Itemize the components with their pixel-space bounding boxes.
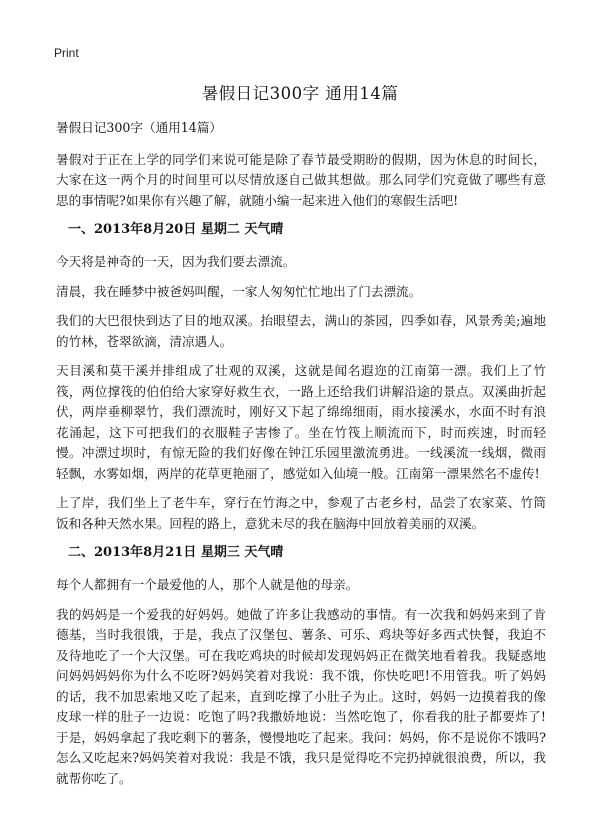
section-1-paragraph: 上了岸，我们坐上了老牛车，穿行在竹海之中，参观了古老乡村，品尝了农家菜、竹筒饭和各种天然水果。回程的路上，意犹未尽的我在脑海中回放着美丽的双溪。	[56, 495, 546, 531]
page-title: 暑假日记300字 通用14篇	[201, 84, 399, 103]
section-1-paragraph: 天目溪和莫干溪并排组成了壮观的双溪，这就是闻名遐迩的江南第一漂。我们上了竹筏，两位撑筏的伯伯给大家穿好救生衣，一路上还给我们讲解沿途的景点。双溪曲折起伏，两岸垂柳翠竹，我们漂流时，刚好又下起了绵绵细雨，雨水接溪水，水面不时有浪花涌起，这下可把我们的衣服鞋子害惨了。坐在竹筏上顺流而下，时而疾速，时而轻慢。冲漂过坝时，有惊无险的我们好像在钟江乐园里激流勇进。一线溪流一线烟，微雨轻飘，水雾如烟，两岸的花草更艳丽了，感觉如入仙境一般。江南第一漂果然名不虚传!	[56, 363, 546, 481]
document-body	[56, 118, 546, 798]
print-label: Print	[54, 46, 79, 60]
section-2-paragraph: 每个人都拥有一个最爱他的人，那个人就是他的母亲。	[56, 577, 359, 592]
section-1-paragraph: 我们的大巴很快到达了目的地双溪。抬眼望去，满山的茶园，四季如春，风景秀美;遍地的竹林，苍翠欲滴，清凉遇人。	[56, 313, 546, 349]
section-heading-1: 一、2013年8月20日 星期二 天气晴	[68, 222, 284, 237]
section-1-paragraph: 今天将是神奇的一天，因为我们要去漂流。	[56, 254, 296, 269]
section-2-paragraph: 我的妈妈是一个爱我的好妈妈。她做了许多让我感动的事情。有一次我和妈妈来到了肯德基，当时我很饿，于是，我点了汉堡包、薯条、可乐、鸡块等好多西式快餐，我迫不及待地吃了一个大汉堡。可在我吃鸡块的时候却发现妈妈正在微笑地看着我。我疑惑地问妈妈妈妈你为什么不吃呀?妈妈笑着对我说：我不饿，你快吃吧!不用管我。听了妈妈的话，我不加思索地又吃了起来，直到吃撑了小肚子为止。这时，妈妈一边摸着我的像皮球一样的肚子一边说：吃饱了吗?我撒娇地说：当然吃饱了，你看我的肚子都要炸了!于是，妈妈拿起了我吃剩下的薯条，慢慢地吃了起来。我问：妈妈，你不是说你不饿吗?怎么又吃起来?妈妈笑着对我说：我是不饿，我只是觉得吃不完扔掉就很浪费，所以，我就帮你吃了。	[56, 606, 546, 786]
section-1-paragraph: 清晨，我在睡梦中被爸妈叫醒，一家人匆匆忙忙地出了门去漂流。	[56, 283, 422, 299]
section-heading-2: 二、2013年8月21日 星期三 天气晴	[68, 545, 284, 560]
intro-paragraph: 暑假对于正在上学的同学们来说可能是除了春节最受期盼的假期，因为休息的时间长，大家在这一两个月的时间里可以尽情放逐自己做其想做。那么同学们究竟做了哪些有意思的事情呢?如果你有兴趣了解，就随小编一起来进入他们的寒假生活吧!	[56, 151, 546, 208]
document-subtitle: 暑假日记300字（通用14篇）	[56, 120, 223, 135]
